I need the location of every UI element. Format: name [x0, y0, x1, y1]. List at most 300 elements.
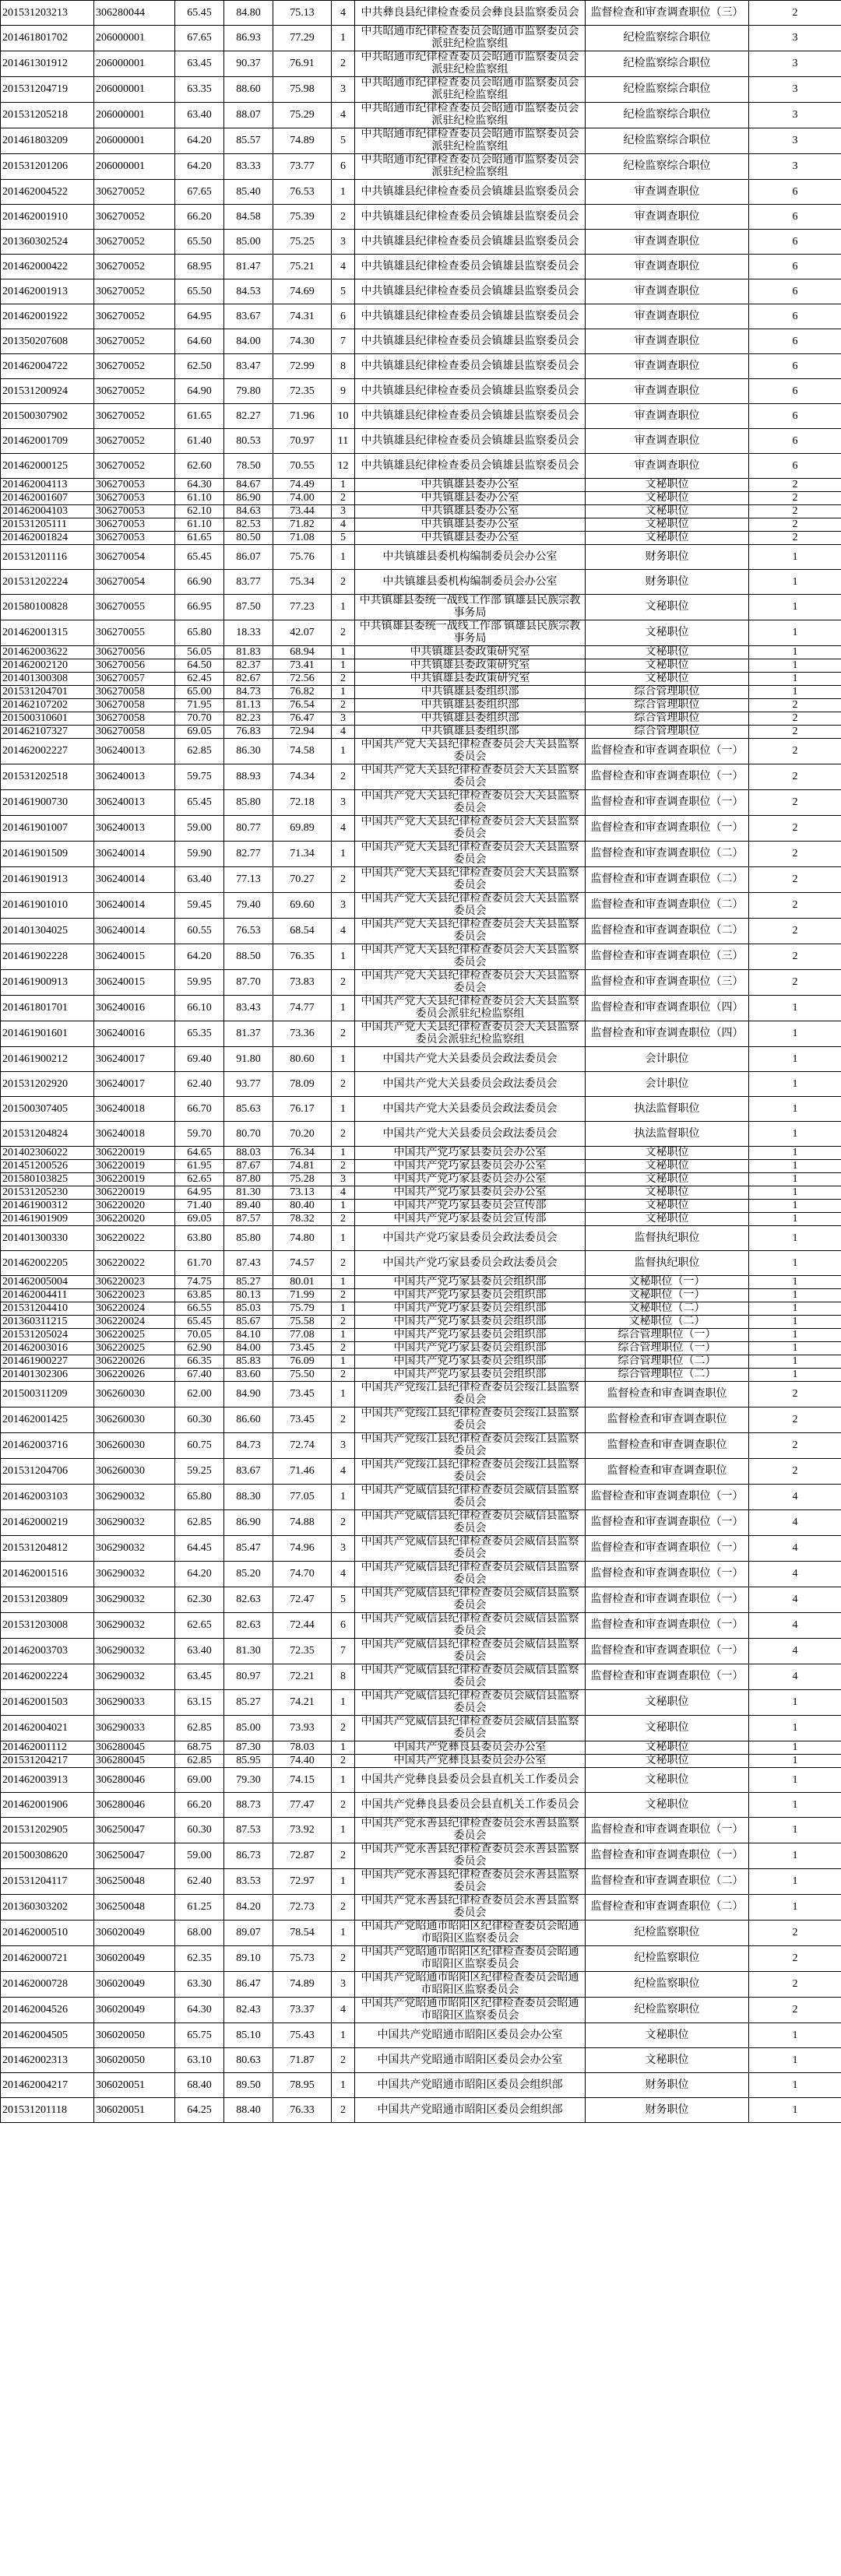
- total-score-cell: 74.81: [273, 1160, 332, 1173]
- total-score-cell: 75.39: [273, 205, 332, 230]
- interview-score-cell: 88.30: [224, 1485, 273, 1510]
- employer-cell: 中共昭通市纪律检查委员会昭通市监察委员会派驻纪检监察组: [355, 128, 586, 154]
- position-name-cell: 文秘职位: [586, 532, 749, 545]
- interview-score-cell: 87.67: [224, 1160, 273, 1173]
- rank-cell: 7: [332, 1639, 355, 1664]
- table-row: [1, 699, 841, 712]
- interview-score-cell: 80.63: [224, 2048, 273, 2073]
- interview-score-cell: 89.10: [224, 1946, 273, 1972]
- total-score-cell: 74.34: [273, 764, 332, 790]
- employer-cell: 中国共产党永善县纪律检查委员会永善县监察委员会: [355, 1843, 586, 1869]
- table-row: [1, 1433, 841, 1459]
- total-score-cell: 75.76: [273, 545, 332, 570]
- written-score-cell: 66.35: [175, 1355, 224, 1369]
- interview-score-cell: 81.47: [224, 255, 273, 279]
- position-name-cell: 监督检查和审查调查职位（一）: [586, 1510, 749, 1536]
- table-row: [1, 2048, 841, 2073]
- employer-cell: 中国共产党威信县纪律检查委员会威信县监察委员会: [355, 1485, 586, 1510]
- hire-count-cell: 3: [749, 51, 841, 77]
- total-score-cell: 74.30: [273, 329, 332, 354]
- table-row: [1, 944, 841, 970]
- rank-cell: 3: [332, 1433, 355, 1459]
- written-score-cell: 63.40: [175, 867, 224, 893]
- total-score-cell: 72.44: [273, 1613, 332, 1639]
- interview-score-cell: 80.97: [224, 1664, 273, 1690]
- hire-count-cell: 1: [749, 1122, 841, 1147]
- total-score-cell: 72.35: [273, 379, 332, 404]
- position-code-cell: 306290032: [94, 1639, 175, 1664]
- total-score-cell: 76.09: [273, 1355, 332, 1369]
- position-code-cell: 306220019: [94, 1186, 175, 1200]
- position-code-cell: 306270052: [94, 454, 175, 479]
- total-score-cell: 76.35: [273, 944, 332, 970]
- position-code-cell: 306240018: [94, 1122, 175, 1147]
- rank-cell: 4: [332, 518, 355, 532]
- position-name-cell: 综合管理职位: [586, 686, 749, 699]
- hire-count-cell: 4: [749, 1562, 841, 1587]
- total-score-cell: 76.33: [273, 2098, 332, 2123]
- written-score-cell: 64.20: [175, 128, 224, 154]
- employer-cell: 中共昭通市纪律检查委员会昭通市监察委员会派驻纪检监察组: [355, 51, 586, 77]
- employer-cell: 中国共产党威信县纪律检查委员会威信县监察委员会: [355, 1536, 586, 1562]
- rank-cell: 2: [332, 205, 355, 230]
- interview-score-cell: 84.73: [224, 1433, 273, 1459]
- interview-score-cell: 82.53: [224, 518, 273, 532]
- total-score-cell: 42.07: [273, 620, 332, 646]
- position-code-cell: 306270053: [94, 518, 175, 532]
- total-score-cell: 74.77: [273, 996, 332, 1021]
- position-code-cell: 306020049: [94, 1998, 175, 2023]
- employer-cell: 中国共产党巧家县委员会组织部: [355, 1329, 586, 1342]
- rank-cell: 1: [332, 479, 355, 492]
- candidate-id-cell: 201462002120: [1, 659, 94, 673]
- position-code-cell: 306270052: [94, 404, 175, 429]
- written-score-cell: 64.45: [175, 1536, 224, 1562]
- position-code-cell: 306250047: [94, 1843, 175, 1869]
- position-code-cell: 306240016: [94, 996, 175, 1021]
- position-name-cell: 监督检查和审查调查职位（四）: [586, 996, 749, 1021]
- hire-count-cell: 1: [749, 570, 841, 595]
- rank-cell: 2: [332, 51, 355, 77]
- written-score-cell: 62.65: [175, 1173, 224, 1186]
- interview-score-cell: 93.77: [224, 1072, 273, 1097]
- candidate-id-cell: 201360311215: [1, 1316, 94, 1329]
- written-score-cell: 59.00: [175, 816, 224, 842]
- total-score-cell: 74.57: [273, 1251, 332, 1276]
- rank-cell: 2: [332, 673, 355, 686]
- total-score-cell: 73.45: [273, 1407, 332, 1433]
- rank-cell: 6: [332, 304, 355, 329]
- written-score-cell: 63.45: [175, 51, 224, 77]
- interview-score-cell: 83.77: [224, 570, 273, 595]
- candidate-id-cell: 201531204701: [1, 686, 94, 699]
- employer-cell: 中国共产党巧家县委员会政法委员会: [355, 1226, 586, 1251]
- written-score-cell: 62.85: [175, 1755, 224, 1768]
- position-name-cell: 审查调查职位: [586, 454, 749, 479]
- hire-count-cell: 2: [749, 1921, 841, 1946]
- position-name-cell: 审查调查职位: [586, 279, 749, 304]
- hire-count-cell: 2: [749, 492, 841, 505]
- position-name-cell: 审查调查职位: [586, 329, 749, 354]
- position-name-cell: 文秘职位: [586, 1741, 749, 1755]
- hire-count-cell: 1: [749, 1369, 841, 1382]
- hire-count-cell: 1: [749, 1716, 841, 1741]
- candidate-id-cell: 201462001906: [1, 1793, 94, 1818]
- rank-cell: 4: [332, 1, 355, 26]
- position-name-cell: 文秘职位（一）: [586, 1276, 749, 1289]
- interview-score-cell: 82.23: [224, 712, 273, 726]
- interview-score-cell: 84.63: [224, 505, 273, 518]
- rank-cell: 2: [332, 1289, 355, 1302]
- table-row: [1, 103, 841, 128]
- candidate-id-cell: 201531202518: [1, 764, 94, 790]
- interview-score-cell: 81.13: [224, 699, 273, 712]
- employer-cell: 中国共产党大关县纪律检查委员会大关县监察委员会: [355, 790, 586, 816]
- total-score-cell: 73.93: [273, 1716, 332, 1741]
- interview-score-cell: 86.93: [224, 26, 273, 51]
- candidate-id-cell: 201461301912: [1, 51, 94, 77]
- rank-cell: 5: [332, 128, 355, 154]
- interview-score-cell: 87.43: [224, 1251, 273, 1276]
- position-name-cell: 文秘职位: [586, 518, 749, 532]
- total-score-cell: 69.60: [273, 893, 332, 919]
- interview-score-cell: 89.40: [224, 1200, 273, 1213]
- rank-cell: 8: [332, 1664, 355, 1690]
- position-code-cell: 306270052: [94, 304, 175, 329]
- written-score-cell: 63.40: [175, 103, 224, 128]
- interview-score-cell: 79.80: [224, 379, 273, 404]
- employer-cell: 中国共产党大关县委员会政法委员会: [355, 1047, 586, 1072]
- position-name-cell: 执法监督职位: [586, 1122, 749, 1147]
- employer-cell: 中国共产党永善县纪律检查委员会永善县监察委员会: [355, 1818, 586, 1843]
- interview-score-cell: 80.50: [224, 532, 273, 545]
- interview-score-cell: 87.70: [224, 970, 273, 996]
- position-name-cell: 审查调查职位: [586, 205, 749, 230]
- hire-count-cell: 1: [749, 1741, 841, 1755]
- written-score-cell: 66.55: [175, 1302, 224, 1316]
- table-row: [1, 205, 841, 230]
- total-score-cell: 73.77: [273, 154, 332, 180]
- position-code-cell: 306270053: [94, 532, 175, 545]
- hire-count-cell: 1: [749, 595, 841, 620]
- interview-score-cell: 85.63: [224, 1097, 273, 1122]
- position-name-cell: 监督检查和审查调查职位（一）: [586, 1664, 749, 1690]
- position-code-cell: 306260030: [94, 1459, 175, 1485]
- total-score-cell: 80.40: [273, 1200, 332, 1213]
- interview-score-cell: 80.70: [224, 1122, 273, 1147]
- table-row: [1, 764, 841, 790]
- written-score-cell: 64.30: [175, 479, 224, 492]
- rank-cell: 4: [332, 816, 355, 842]
- interview-score-cell: 80.13: [224, 1289, 273, 1302]
- written-score-cell: 64.90: [175, 379, 224, 404]
- total-score-cell: 72.87: [273, 1843, 332, 1869]
- employer-cell: 中国共产党大关县委员会政法委员会: [355, 1072, 586, 1097]
- total-score-cell: 75.73: [273, 1946, 332, 1972]
- employer-cell: 中共镇雄县委政策研究室: [355, 659, 586, 673]
- candidate-id-cell: 201462004722: [1, 354, 94, 379]
- rank-cell: 1: [332, 1768, 355, 1793]
- employer-cell: 中国共产党巧家县委员会办公室: [355, 1186, 586, 1200]
- position-name-cell: 监督检查和审查调查职位（四）: [586, 1021, 749, 1047]
- position-name-cell: 监督检查和审查调查职位（一）: [586, 1613, 749, 1639]
- written-score-cell: 61.10: [175, 518, 224, 532]
- interview-score-cell: 84.73: [224, 686, 273, 699]
- table-row: [1, 970, 841, 996]
- hire-count-cell: 1: [749, 1213, 841, 1226]
- written-score-cell: 67.65: [175, 180, 224, 205]
- candidate-id-cell: 201462001922: [1, 304, 94, 329]
- position-name-cell: 文秘职位: [586, 1186, 749, 1200]
- position-name-cell: 文秘职位（二）: [586, 1302, 749, 1316]
- interview-score-cell: 18.33: [224, 620, 273, 646]
- written-score-cell: 65.45: [175, 790, 224, 816]
- written-score-cell: 63.40: [175, 1639, 224, 1664]
- hire-count-cell: 1: [749, 1768, 841, 1793]
- rank-cell: 2: [332, 1843, 355, 1869]
- hire-count-cell: 6: [749, 329, 841, 354]
- candidate-id-cell: 201461801702: [1, 26, 94, 51]
- total-score-cell: 76.53: [273, 180, 332, 205]
- position-code-cell: 306270052: [94, 329, 175, 354]
- total-score-cell: 74.88: [273, 1510, 332, 1536]
- table-row: [1, 1946, 841, 1972]
- candidate-id-cell: 201462004411: [1, 1289, 94, 1302]
- total-score-cell: 69.89: [273, 816, 332, 842]
- written-score-cell: 64.20: [175, 944, 224, 970]
- position-name-cell: 纪检监察职位: [586, 1998, 749, 2023]
- total-score-cell: 71.08: [273, 532, 332, 545]
- position-code-cell: 206000001: [94, 51, 175, 77]
- employer-cell: 中共镇雄县纪律检查委员会镇雄县监察委员会: [355, 255, 586, 279]
- position-name-cell: 纪检监察综合职位: [586, 26, 749, 51]
- rank-cell: 2: [332, 1716, 355, 1741]
- rank-cell: 3: [332, 893, 355, 919]
- position-name-cell: 监督检查和审查调查职位（一）: [586, 1562, 749, 1587]
- position-code-cell: 306270056: [94, 659, 175, 673]
- rank-cell: 2: [332, 867, 355, 893]
- table-row: [1, 1147, 841, 1160]
- hire-count-cell: 2: [749, 893, 841, 919]
- total-score-cell: 75.79: [273, 1302, 332, 1316]
- candidate-id-cell: 201531202224: [1, 570, 94, 595]
- hire-count-cell: 6: [749, 429, 841, 454]
- written-score-cell: 62.10: [175, 505, 224, 518]
- table-row: [1, 1173, 841, 1186]
- total-score-cell: 68.54: [273, 919, 332, 944]
- employer-cell: 中国共产党永善县纪律检查委员会永善县监察委员会: [355, 1895, 586, 1921]
- written-score-cell: 62.40: [175, 1072, 224, 1097]
- hire-count-cell: 1: [749, 1047, 841, 1072]
- interview-score-cell: 85.67: [224, 1316, 273, 1329]
- hire-count-cell: 1: [749, 1276, 841, 1289]
- rank-cell: 4: [332, 919, 355, 944]
- candidate-id-cell: 201462001425: [1, 1407, 94, 1433]
- table-row: [1, 1355, 841, 1369]
- written-score-cell: 66.20: [175, 1793, 224, 1818]
- interview-score-cell: 87.57: [224, 1213, 273, 1226]
- employer-cell: 中共昭通市纪律检查委员会昭通市监察委员会派驻纪检监察组: [355, 103, 586, 128]
- total-score-cell: 72.18: [273, 790, 332, 816]
- position-code-cell: 306240013: [94, 739, 175, 764]
- interview-score-cell: 84.58: [224, 205, 273, 230]
- interview-score-cell: 82.27: [224, 404, 273, 429]
- hire-count-cell: 2: [749, 1459, 841, 1485]
- table-row: [1, 1755, 841, 1768]
- position-code-cell: 306240017: [94, 1047, 175, 1072]
- rank-cell: 5: [332, 1587, 355, 1613]
- written-score-cell: 74.75: [175, 1276, 224, 1289]
- total-score-cell: 72.35: [273, 1639, 332, 1664]
- interview-score-cell: 83.67: [224, 304, 273, 329]
- written-score-cell: 66.90: [175, 570, 224, 595]
- total-score-cell: 77.29: [273, 26, 332, 51]
- employer-cell: 中国共产党巧家县委员会组织部: [355, 1355, 586, 1369]
- employer-cell: 中国共产党巧家县委员会组织部: [355, 1276, 586, 1289]
- interview-score-cell: 85.40: [224, 180, 273, 205]
- hire-count-cell: 1: [749, 1843, 841, 1869]
- position-code-cell: 306220019: [94, 1160, 175, 1173]
- total-score-cell: 68.94: [273, 646, 332, 659]
- table-row: [1, 570, 841, 595]
- hire-count-cell: 2: [749, 970, 841, 996]
- candidate-id-cell: 201401304025: [1, 919, 94, 944]
- hire-count-cell: 1: [749, 1021, 841, 1047]
- hire-count-cell: 6: [749, 180, 841, 205]
- employer-cell: 中国共产党巧家县委员会办公室: [355, 1173, 586, 1186]
- total-score-cell: 72.94: [273, 726, 332, 739]
- written-score-cell: 69.05: [175, 1213, 224, 1226]
- written-score-cell: 62.30: [175, 1587, 224, 1613]
- position-code-cell: 306290032: [94, 1587, 175, 1613]
- position-code-cell: 306280046: [94, 1768, 175, 1793]
- total-score-cell: 76.34: [273, 1147, 332, 1160]
- employer-cell: 中国共产党昭通市昭阳区委员会办公室: [355, 2048, 586, 2073]
- candidate-id-cell: 201462002227: [1, 739, 94, 764]
- position-name-cell: 审查调查职位: [586, 379, 749, 404]
- table-row: [1, 1097, 841, 1122]
- candidate-id-cell: 201531204706: [1, 1459, 94, 1485]
- position-name-cell: 纪检监察综合职位: [586, 77, 749, 103]
- employer-cell: 中国共产党大关县纪律检查委员会大关县监察委员会: [355, 867, 586, 893]
- rank-cell: 3: [332, 230, 355, 255]
- rank-cell: 2: [332, 1895, 355, 1921]
- written-score-cell: 61.70: [175, 1251, 224, 1276]
- employer-cell: 中国共产党大关县纪律检查委员会大关县监察委员会: [355, 739, 586, 764]
- position-code-cell: 306290033: [94, 1690, 175, 1716]
- written-score-cell: 60.30: [175, 1818, 224, 1843]
- rank-cell: 1: [332, 842, 355, 867]
- employer-cell: 中国共产党威信县纪律检查委员会威信县监察委员会: [355, 1716, 586, 1741]
- written-score-cell: 60.30: [175, 1407, 224, 1433]
- total-score-cell: 74.89: [273, 128, 332, 154]
- interview-score-cell: 82.67: [224, 673, 273, 686]
- employer-cell: 中国共产党威信县纪律检查委员会威信县监察委员会: [355, 1587, 586, 1613]
- candidate-id-cell: 201461902228: [1, 944, 94, 970]
- employer-cell: 中国共产党巧家县委员会组织部: [355, 1369, 586, 1382]
- table-row: [1, 686, 841, 699]
- candidate-id-cell: 201462003016: [1, 1342, 94, 1355]
- table-row: [1, 1382, 841, 1407]
- position-name-cell: 监督检查和审查调查职位（三）: [586, 944, 749, 970]
- position-name-cell: 纪检监察综合职位: [586, 103, 749, 128]
- position-code-cell: 306240018: [94, 1097, 175, 1122]
- table-row: [1, 919, 841, 944]
- written-score-cell: 66.70: [175, 1097, 224, 1122]
- table-row: [1, 1485, 841, 1510]
- hire-count-cell: 2: [749, 1998, 841, 2023]
- written-score-cell: 65.80: [175, 620, 224, 646]
- position-code-cell: 306270052: [94, 354, 175, 379]
- interview-score-cell: 82.63: [224, 1613, 273, 1639]
- employer-cell: 中共镇雄县委政策研究室: [355, 673, 586, 686]
- candidate-id-cell: 201401302306: [1, 1369, 94, 1382]
- position-name-cell: 监督检查和审查调查职位: [586, 1459, 749, 1485]
- rank-cell: 2: [332, 1122, 355, 1147]
- position-name-cell: 监督检查和审查调查职位（一）: [586, 1843, 749, 1869]
- table-row: [1, 2073, 841, 2098]
- rank-cell: 1: [332, 1226, 355, 1251]
- employer-cell: 中国共产党昭通市昭阳区纪律检查委员会昭通市昭阳区监察委员会: [355, 1921, 586, 1946]
- hire-count-cell: 1: [749, 1226, 841, 1251]
- position-name-cell: 综合管理职位（一）: [586, 1329, 749, 1342]
- position-name-cell: 纪检监察综合职位: [586, 51, 749, 77]
- written-score-cell: 61.95: [175, 1160, 224, 1173]
- hire-count-cell: 1: [749, 545, 841, 570]
- position-name-cell: 财务职位: [586, 545, 749, 570]
- hire-count-cell: 1: [749, 646, 841, 659]
- candidate-id-cell: 201531205111: [1, 518, 94, 532]
- rank-cell: 3: [332, 1173, 355, 1186]
- rank-cell: 1: [332, 1741, 355, 1755]
- hire-count-cell: 2: [749, 739, 841, 764]
- employer-cell: 中共镇雄县委组织部: [355, 699, 586, 712]
- candidate-id-cell: 201500308620: [1, 1843, 94, 1869]
- rank-cell: 1: [332, 1329, 355, 1342]
- rank-cell: 2: [332, 970, 355, 996]
- rank-cell: 3: [332, 505, 355, 518]
- table-row: [1, 646, 841, 659]
- employer-cell: 中国共产党威信县纪律检查委员会威信县监察委员会: [355, 1639, 586, 1664]
- total-score-cell: 73.41: [273, 659, 332, 673]
- interview-score-cell: 86.07: [224, 545, 273, 570]
- candidate-id-cell: 201462003622: [1, 646, 94, 659]
- rank-cell: 2: [332, 2048, 355, 2073]
- employer-cell: 中国共产党大关县纪律检查委员会大关县监察委员会: [355, 842, 586, 867]
- total-score-cell: 74.21: [273, 1690, 332, 1716]
- hire-count-cell: 2: [749, 712, 841, 726]
- rank-cell: 3: [332, 1536, 355, 1562]
- employer-cell: 中共镇雄县纪律检查委员会镇雄县监察委员会: [355, 454, 586, 479]
- employer-cell: 中国共产党永善县纪律检查委员会永善县监察委员会: [355, 1869, 586, 1895]
- candidate-id-cell: 201462001913: [1, 279, 94, 304]
- position-code-cell: 306240016: [94, 1021, 175, 1047]
- written-score-cell: 69.40: [175, 1047, 224, 1072]
- position-code-cell: 206000001: [94, 128, 175, 154]
- table-row: [1, 1741, 841, 1755]
- hire-count-cell: 2: [749, 479, 841, 492]
- rank-cell: 1: [332, 2023, 355, 2048]
- employer-cell: 中国共产党巧家县委员会宣传部: [355, 1200, 586, 1213]
- total-score-cell: 71.87: [273, 2048, 332, 2073]
- rank-cell: 4: [332, 1186, 355, 1200]
- candidate-id-cell: 201461901007: [1, 816, 94, 842]
- position-name-cell: 文秘职位: [586, 2048, 749, 2073]
- interview-score-cell: 87.30: [224, 1741, 273, 1755]
- position-code-cell: 306270054: [94, 545, 175, 570]
- candidate-id-cell: 201531201116: [1, 545, 94, 570]
- hire-count-cell: 3: [749, 103, 841, 128]
